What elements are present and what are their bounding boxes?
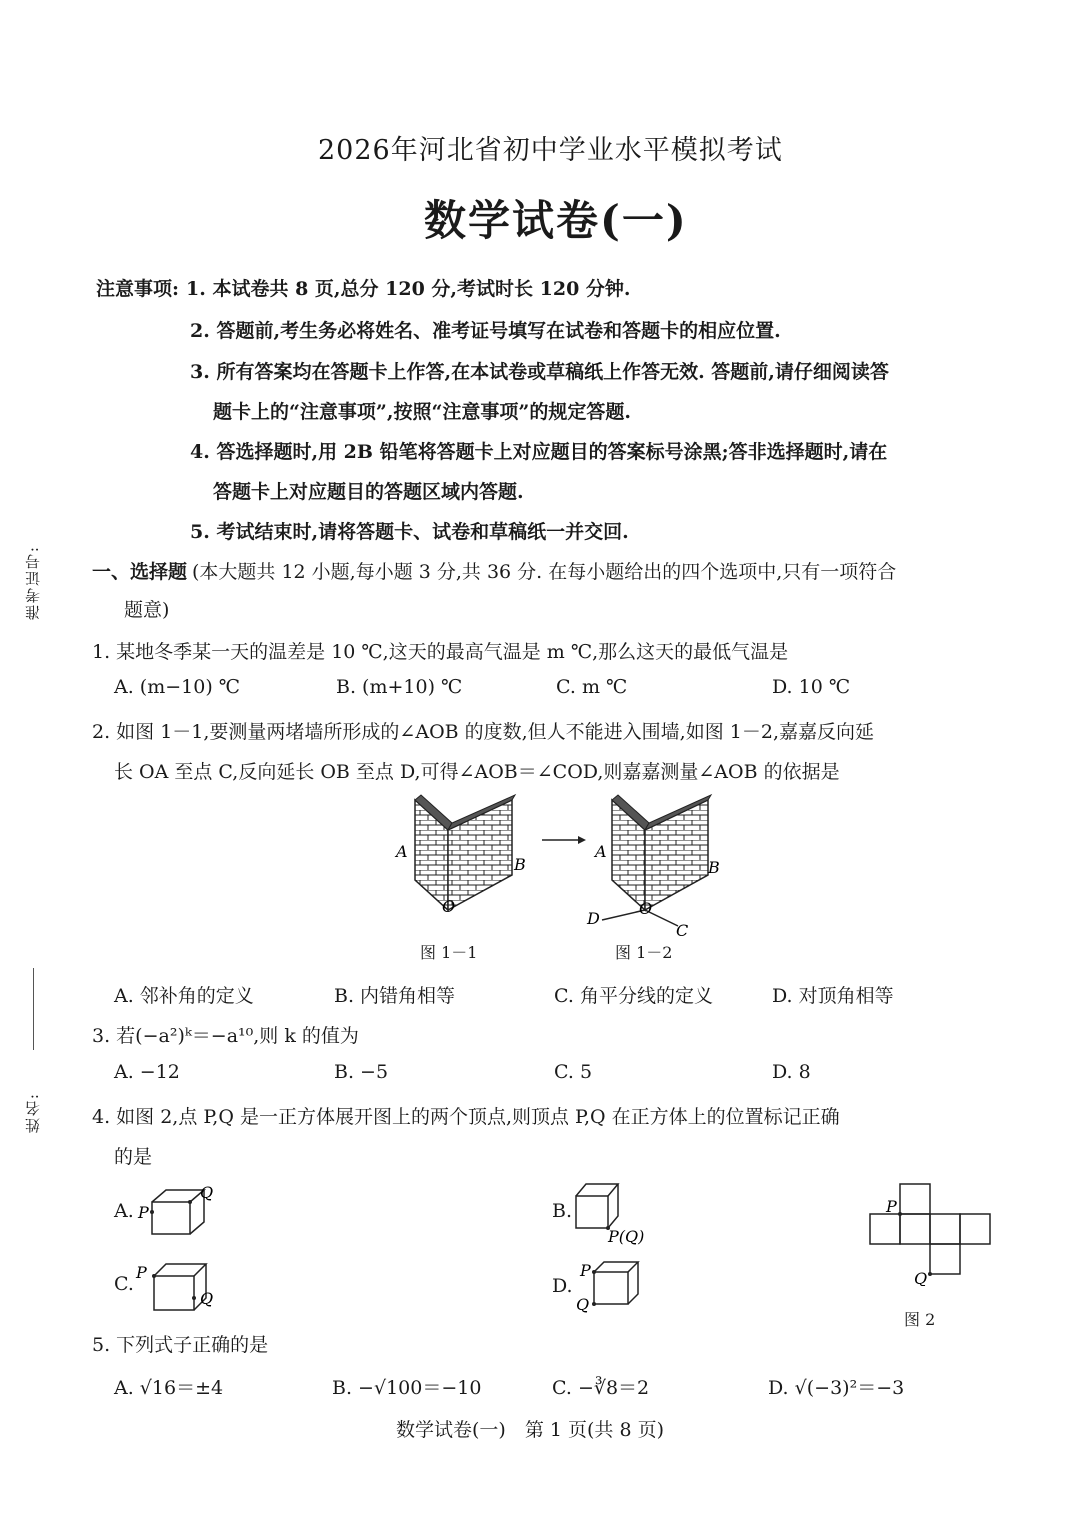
- exam-title: 2026年河北省初中学业水平模拟考试: [318, 135, 783, 166]
- cube-b-label-pq: P(Q): [608, 1227, 645, 1246]
- note-3b: 题卡上的“注意事项”,按照“注意事项”的规定答题.: [213, 401, 631, 423]
- note-4b: 答题卡上对应题目的答题区域内答题.: [213, 481, 524, 503]
- fig2-caption: 图 1－2: [615, 943, 673, 962]
- note-2: 2. 答题前,考生务必将姓名、准考证号填写在试卷和答题卡的相应位置.: [190, 320, 781, 342]
- notes-label: 注意事项:: [96, 278, 180, 300]
- wall-figure-1: [394, 795, 526, 916]
- q2-option-c[interactable]: C. 角平分线的定义: [554, 985, 713, 1007]
- cube-c: [132, 1258, 222, 1316]
- q2-stem-a: 2. 如图 1－1,要测量两堵墙所形成的∠AOB 的度数,但人不能进入围墙,如图 1－2,嘉嘉反向延: [92, 721, 874, 743]
- section-desc-b: 题意): [124, 599, 170, 621]
- q2-stem-b: 长 OA 至点 C,反向延长 OB 至点 D,可得∠AOB＝∠COD,则嘉嘉测量∠AOB 的依据是: [114, 761, 840, 783]
- fig2-net-caption: 图 2: [904, 1310, 936, 1329]
- q3-stem: 3. 若(−a²)ᵏ＝−a¹⁰,则 k 的值为: [92, 1025, 359, 1047]
- wall-figures: [380, 790, 720, 950]
- cube-net-figure: [862, 1180, 1002, 1286]
- q5-option-d[interactable]: D. √(−3)²＝−3: [768, 1377, 905, 1399]
- q2-option-a[interactable]: A. 邻补角的定义: [114, 985, 254, 1007]
- q4-option-b[interactable]: B.: [552, 1200, 573, 1222]
- q3-option-d[interactable]: D. 8: [772, 1061, 811, 1083]
- cube-d-label-q: Q: [576, 1295, 590, 1314]
- fig2-label-d: D: [587, 909, 600, 928]
- note-3a: 3. 所有答案均在答题卡上作答,在本试卷或草稿纸上作答无效. 答题前,请仔细阅读答: [190, 361, 889, 383]
- cube-c-label-q: Q: [200, 1289, 214, 1308]
- q1-stem: 1. 某地冬季某一天的温差是 10 ℃,这天的最高气温是 m ℃,那么这天的最低气温是: [92, 641, 789, 663]
- q4-stem-a: 4. 如图 2,点 P,Q 是一正方体展开图上的两个顶点,则顶点 P,Q 在正方体上的位置标记正确: [92, 1106, 840, 1128]
- note-5: 5. 考试结束时,请将答题卡、试卷和草稿纸一并交回.: [190, 521, 629, 543]
- fig1-label-a: A: [396, 842, 408, 861]
- q1-option-a[interactable]: A. (m−10) ℃: [114, 676, 241, 698]
- cube-d: [572, 1258, 652, 1316]
- q4-option-d[interactable]: D.: [552, 1275, 573, 1297]
- cube-d-label-p: P: [580, 1261, 591, 1280]
- q1-option-d[interactable]: D. 10 ℃: [772, 676, 851, 698]
- q5-stem: 5. 下列式子正确的是: [92, 1334, 269, 1356]
- cube-a-label-p: P: [138, 1203, 149, 1222]
- net-label-q: Q: [914, 1269, 928, 1286]
- fig1-label-b: B: [514, 855, 526, 874]
- q4-option-a[interactable]: A.: [114, 1200, 134, 1222]
- note-1: 1. 本试卷共 8 页,总分 120 分,考试时长 120 分钟.: [186, 278, 631, 300]
- q5-option-a[interactable]: A. √16＝±4: [114, 1377, 224, 1399]
- q2-option-d[interactable]: D. 对顶角相等: [772, 985, 894, 1007]
- cube-a-label-q: Q: [200, 1183, 214, 1202]
- q4-stem-b: 的是: [114, 1146, 153, 1168]
- q3-option-b[interactable]: B. −5: [334, 1061, 389, 1083]
- page-footer: 数学试卷(一) 第 1 页(共 8 页): [396, 1419, 664, 1441]
- fig2-label-c: C: [676, 921, 689, 940]
- q2-option-b[interactable]: B. 内错角相等: [334, 985, 456, 1007]
- name-label: 姓名:: [24, 1092, 42, 1134]
- margin-line: [33, 968, 34, 1050]
- fig2-label-b: B: [708, 858, 720, 877]
- fig2-label-a: A: [595, 842, 607, 861]
- q1-option-c[interactable]: C. m ℃: [556, 676, 628, 698]
- section-heading: 一、选择题: [92, 561, 188, 583]
- fig1-label-o: O: [442, 897, 456, 916]
- paper-title: 数学试卷(一): [424, 196, 688, 245]
- cube-c-label-p: P: [136, 1263, 147, 1282]
- fig1-caption: 图 1－1: [420, 943, 478, 962]
- q4-option-c[interactable]: C.: [114, 1273, 134, 1295]
- cube-a: [136, 1180, 226, 1240]
- exam-number-label: 准考证号:: [24, 545, 42, 621]
- wall-figure-2: [586, 795, 720, 940]
- q5-option-c[interactable]: C. −∛8＝2: [552, 1377, 650, 1399]
- net-label-p: P: [886, 1197, 897, 1216]
- cube-b: [572, 1180, 672, 1246]
- fig2-label-o: O: [639, 899, 653, 918]
- q5-option-b[interactable]: B. −√100＝−10: [332, 1377, 482, 1399]
- arrow-icon: [542, 836, 586, 844]
- q3-option-a[interactable]: A. −12: [114, 1061, 180, 1083]
- q3-option-c[interactable]: C. 5: [554, 1061, 593, 1083]
- section-desc-a: (本大题共 12 小题,每小题 3 分,共 36 分. 在每小题给出的四个选项中,只有一项符合: [192, 561, 897, 583]
- q1-option-b[interactable]: B. (m+10) ℃: [336, 676, 463, 698]
- note-4a: 4. 答选择题时,用 2B 铅笔将答题卡上对应题目的答案标号涂黑;答非选择题时,请在: [190, 441, 888, 463]
